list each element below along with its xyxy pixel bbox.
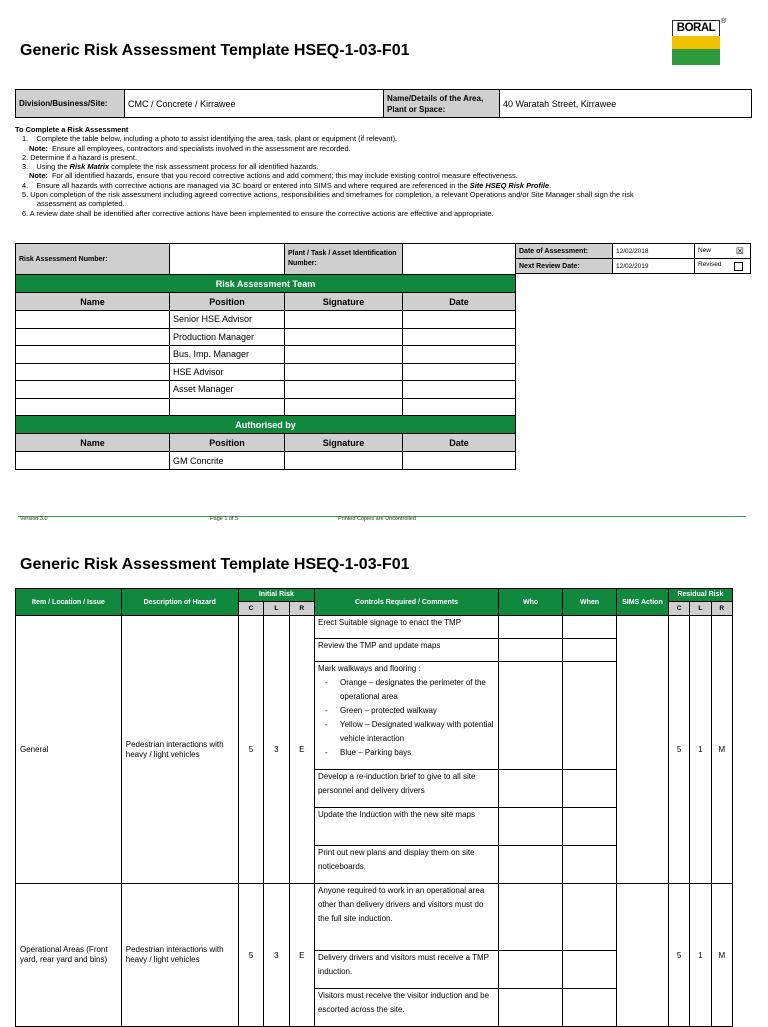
instructions-heading: To Complete a Risk Assessment: [15, 125, 129, 134]
authorised-heading: Authorised by: [16, 416, 516, 434]
team-position-cell: HSE Advisor: [170, 363, 285, 381]
team-position-cell: Production Manager: [170, 328, 285, 346]
revised-checkbox[interactable]: [734, 262, 743, 271]
risk-table: [15, 588, 733, 1027]
item-cell: General: [16, 616, 122, 884]
plant-task-value[interactable]: [403, 244, 516, 275]
team-signature-cell[interactable]: [285, 311, 403, 329]
team-signature-cell[interactable]: [285, 398, 403, 416]
team-position-cell: Senior HSE Advisor: [170, 311, 285, 329]
team-date-cell[interactable]: [403, 398, 516, 416]
team-name-cell[interactable]: [16, 346, 170, 364]
team-row: [16, 381, 516, 399]
residual-r: M: [711, 616, 732, 884]
authorised-signature-cell[interactable]: [285, 452, 403, 470]
control-cell: Review the TMP and update maps: [314, 639, 498, 662]
date-of-assessment-label: Date of Assessment:: [516, 244, 613, 259]
team-name-cell[interactable]: [16, 328, 170, 346]
team-position-cell: Asset Manager: [170, 381, 285, 399]
initial-r: E: [289, 616, 314, 884]
header-hazard: Description of Hazard: [121, 589, 238, 616]
who-cell[interactable]: [499, 951, 563, 989]
instruction-line: 1. Complete the table below, including a photo to assist identifying the area, task, plant or equipment (if relevant).: [22, 134, 398, 144]
team-signature-cell[interactable]: [285, 381, 403, 399]
header-when: When: [563, 589, 617, 616]
instructions: [15, 125, 750, 218]
risk-assessment-number-value[interactable]: [170, 244, 285, 275]
instruction-note: Note: Ensure all employees, contractors and specialists involved in the assessment are recorded.: [29, 143, 351, 153]
plant-task-label: Plant / Task / Asset Identification Number:: [285, 244, 403, 275]
residual-l: 1: [690, 616, 711, 884]
initial-c: 5: [238, 616, 263, 884]
col-name: Name: [16, 293, 170, 311]
col-date: Date: [403, 434, 516, 452]
footer-page-number: Page 1 of 5: [210, 516, 239, 522]
boral-logo: BORAL ®: [672, 20, 720, 65]
col-name: Name: [16, 434, 170, 452]
header-rc: C: [668, 602, 689, 616]
sims-cell[interactable]: [617, 884, 669, 1027]
residual-c: 5: [668, 884, 689, 1027]
walkway-heading: Mark walkways and flooring :: [317, 664, 421, 673]
next-review-value[interactable]: 12/02/2019: [613, 259, 695, 274]
new-checkbox[interactable]: ☒: [735, 245, 744, 256]
authorised-position-cell: GM Concrite: [170, 452, 285, 470]
header-controls: Controls Required / Comments: [314, 589, 498, 616]
when-cell[interactable]: [563, 770, 617, 808]
table-row: [16, 616, 733, 639]
instruction-note: Note: For all identified hazards, ensure that you record corrective actions and add comment; this may include existing control measure effectiveness.: [29, 171, 518, 181]
when-cell[interactable]: [563, 808, 617, 846]
division-label: Division/Business/Site:: [16, 90, 125, 118]
control-cell: [314, 662, 498, 770]
who-cell[interactable]: [499, 846, 563, 884]
next-review-label: Next Review Date:: [516, 259, 613, 274]
header-c: C: [238, 602, 263, 616]
list-item: - Blue – Parking bays: [340, 746, 495, 760]
when-cell[interactable]: [563, 662, 617, 770]
authorised-date-cell[interactable]: [403, 452, 516, 470]
col-signature: Signature: [285, 434, 403, 452]
col-signature: Signature: [285, 293, 403, 311]
team-date-cell[interactable]: [403, 311, 516, 329]
list-item: - Orange – designates the perimeter of the operational area: [340, 676, 495, 704]
instruction-line: assessment as completed.: [37, 199, 125, 209]
team-heading: Risk Assessment Team: [16, 275, 516, 293]
residual-r: M: [711, 884, 732, 1027]
control-cell: Delivery drivers and visitors must receive a TMP induction.: [314, 951, 498, 989]
instruction-line: 2. Determine if a hazard is present.: [22, 152, 138, 162]
when-cell[interactable]: [563, 989, 617, 1027]
who-cell[interactable]: [499, 989, 563, 1027]
hazard-cell: Pedestrian interactions with heavy / light vehicles: [121, 616, 238, 884]
new-label: New: [698, 246, 712, 254]
initial-r: E: [289, 884, 314, 1027]
risk-assessment-number-label: Risk Assessment Number:: [16, 244, 170, 275]
team-position-cell: [170, 398, 285, 416]
division-table: [15, 89, 752, 118]
header-item: Item / Location / Issue: [16, 589, 122, 616]
header-r: R: [289, 602, 314, 616]
team-row: [16, 328, 516, 346]
date-box: [515, 243, 751, 274]
who-cell[interactable]: [499, 808, 563, 846]
header-who: Who: [499, 589, 563, 616]
who-cell[interactable]: [499, 662, 563, 770]
team-name-cell[interactable]: [16, 398, 170, 416]
instruction-line: 3. Using the Risk Matrix complete the risk assessment process for all identified hazards.: [22, 162, 319, 172]
control-cell: Visitors must receive the visitor induction and be escorted across the site.: [314, 989, 498, 1027]
page-title: Generic Risk Assessment Template HSEQ-1-03-F01: [20, 42, 410, 59]
residual-l: 1: [690, 884, 711, 1027]
division-value[interactable]: CMC / Concrete / Kirrawee: [125, 90, 384, 118]
area-details-value[interactable]: 40 Waratah Street, Kirrawee: [500, 90, 752, 118]
table-row: [16, 884, 733, 951]
col-position: Position: [170, 293, 285, 311]
header-sims-action: SIMS Action: [617, 589, 669, 616]
control-cell: Update the Induction with the new site maps: [314, 808, 498, 846]
instruction-line: 4. Ensure all hazards with corrective actions are managed via 3C board or entered into SIMS and where required are referenced in the Site HSEQ Risk Profile.: [22, 180, 552, 190]
when-cell[interactable]: [563, 639, 617, 662]
header-rl: L: [690, 602, 711, 616]
new-option[interactable]: [695, 244, 751, 259]
header-initial-risk: Initial Risk: [238, 589, 314, 602]
team-date-cell[interactable]: [403, 328, 516, 346]
when-cell[interactable]: [563, 951, 617, 989]
initial-l: 3: [264, 884, 289, 1027]
date-of-assessment-value[interactable]: 12/02/2018: [613, 244, 695, 259]
team-table: [15, 243, 516, 470]
team-date-cell[interactable]: [403, 363, 516, 381]
hazard-cell: Pedestrian interactions with heavy / light vehicles: [121, 884, 238, 1027]
team-row: [16, 311, 516, 329]
logo-wordmark: BORAL: [672, 20, 720, 37]
team-row: [16, 398, 516, 416]
col-date: Date: [403, 293, 516, 311]
revised-label: Revised: [698, 261, 722, 268]
team-signature-cell[interactable]: [285, 363, 403, 381]
when-cell[interactable]: [563, 846, 617, 884]
team-signature-cell[interactable]: [285, 328, 403, 346]
team-row: [16, 363, 516, 381]
authorised-name-cell[interactable]: [16, 452, 170, 470]
when-cell[interactable]: [563, 884, 617, 951]
instruction-line: 5. Upon completion of the risk assessment including agreed corrective actions, responsibilities and timeframes for completion, a relevant Operations and/or Site Manager shall sign the risk: [22, 190, 634, 200]
page2-title: Generic Risk Assessment Template HSEQ-1-03-F01: [20, 556, 410, 573]
team-name-cell[interactable]: [16, 381, 170, 399]
who-cell[interactable]: [499, 639, 563, 662]
control-cell: Anyone required to work in an operational area other than delivery drivers and visitors must do the full site induction.: [314, 884, 498, 951]
when-cell[interactable]: [563, 616, 617, 639]
header-rr: R: [711, 602, 732, 616]
header-residual-risk: Residual Risk: [668, 589, 732, 602]
instruction-line: 6. A review date shall be identified after corrective actions have been implemented to ensure the corrective actions are effective and appropriate.: [22, 208, 494, 218]
list-item: - Yellow – Designated walkway with potential vehicle interaction: [340, 718, 495, 746]
team-date-cell[interactable]: [403, 346, 516, 364]
team-signature-cell[interactable]: [285, 346, 403, 364]
control-cell: Erect Suitable signage to enact the TMP: [314, 616, 498, 639]
sims-cell[interactable]: [617, 616, 669, 884]
footer-version: Version 3.0: [20, 516, 48, 522]
item-cell: Operational Areas (Front yard, rear yard and bins): [16, 884, 122, 1027]
revised-option[interactable]: [695, 259, 751, 274]
residual-c: 5: [668, 616, 689, 884]
who-cell[interactable]: [499, 770, 563, 808]
who-cell[interactable]: [499, 616, 563, 639]
header-l: L: [264, 602, 289, 616]
control-cell: Print out new plans and display them on site noticeboards.: [314, 846, 498, 884]
footer-uncontrolled: Printed Copies are Uncontrolled: [338, 516, 416, 522]
who-cell[interactable]: [499, 884, 563, 951]
initial-l: 3: [264, 616, 289, 884]
initial-c: 5: [238, 884, 263, 1027]
walkway-list: [318, 676, 495, 760]
list-item: - Green – protected walkway: [340, 704, 495, 718]
control-cell: Develop a re-induction brief to give to all site personnel and delivery drivers: [314, 770, 498, 808]
col-position: Position: [170, 434, 285, 452]
authorised-row: [16, 452, 516, 470]
team-date-cell[interactable]: [403, 381, 516, 399]
team-name-cell[interactable]: [16, 363, 170, 381]
area-details-label: Name/Details of the Area, Plant or Space:: [384, 90, 500, 118]
team-name-cell[interactable]: [16, 311, 170, 329]
team-position-cell: Bus. Imp. Manager: [170, 346, 285, 364]
team-row: [16, 346, 516, 364]
